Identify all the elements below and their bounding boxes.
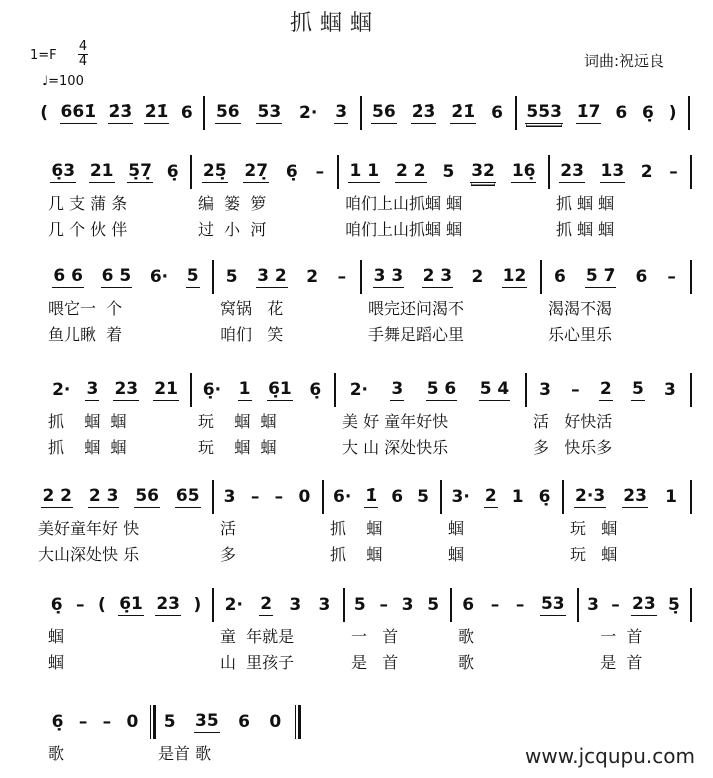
barline <box>690 155 692 189</box>
lyric-verse-2: 蝈 <box>448 545 465 564</box>
barline <box>450 588 452 622</box>
quarter-note-icon: ♩ <box>42 74 49 89</box>
note-group: – <box>571 380 580 400</box>
measure <box>154 707 291 737</box>
note-group: 2 2 <box>42 486 73 506</box>
measure <box>519 98 684 128</box>
note-group: 553 <box>526 102 562 122</box>
lyric-verse-1: 歌 <box>458 627 475 646</box>
lyric-verse-2: 歌 <box>458 653 475 672</box>
note-row <box>341 157 544 183</box>
measure <box>34 482 208 512</box>
repeat-end-barline <box>150 705 151 739</box>
note-row <box>544 262 686 288</box>
note-group: 5 7̇ <box>585 266 616 286</box>
note-group: 1̇ <box>365 486 378 506</box>
measure <box>194 157 333 187</box>
note-row <box>566 482 686 508</box>
note-row <box>44 590 208 616</box>
measure <box>194 375 330 405</box>
note-group: 2 <box>640 162 653 182</box>
note-group: 6̣· <box>202 380 222 400</box>
note-group: 6 <box>462 595 475 615</box>
note-group: 2· <box>349 380 368 400</box>
note-group: 6̇ <box>554 267 566 287</box>
barline <box>203 96 205 130</box>
lyric-verse-2: 抓 蝈 <box>330 545 383 564</box>
note-group: 5 <box>631 379 644 399</box>
note-group: – <box>274 487 284 507</box>
note-group: 32 <box>471 161 495 181</box>
note-group: 53 <box>257 102 282 122</box>
lyric-verse-1: 童 年就是 <box>220 627 295 646</box>
note-group: 3 <box>391 379 404 399</box>
barline <box>562 480 564 514</box>
note-group: 6̣ <box>285 162 298 182</box>
note-row <box>454 590 573 616</box>
note-group: – <box>490 595 500 615</box>
measure <box>216 590 339 620</box>
note-group: 2·3 <box>575 486 606 506</box>
note-group: 2 2 <box>395 161 426 181</box>
lyric-verse-2: 咱们上山抓蝈 蝈 <box>345 220 463 239</box>
note-group: 5 <box>163 712 176 732</box>
lyric-verse-2: 是 首 <box>351 653 399 672</box>
lyric-verse-2: 抓 蝈 蝈 <box>556 220 615 239</box>
note-row <box>216 262 356 288</box>
tempo-marking <box>42 74 84 89</box>
barline <box>322 480 324 514</box>
measure <box>44 707 146 737</box>
note-group: 661̇ <box>60 102 97 122</box>
note-group: ) <box>668 103 677 123</box>
note-group: ) <box>193 595 202 615</box>
note-group: 3 3 <box>373 266 404 286</box>
note-row <box>444 482 558 508</box>
note-group: 6 6 <box>53 266 83 286</box>
measure <box>207 98 356 128</box>
lyric-verse-2: 手舞足蹈心里 <box>368 325 465 344</box>
note-group: 25̣ <box>202 161 227 181</box>
note-group: 1 <box>665 487 677 507</box>
note-group: 56 <box>372 102 396 122</box>
note-group: 6· <box>149 267 169 287</box>
note-group: ( <box>40 103 49 123</box>
note-group: 6̣1 <box>119 594 143 614</box>
barline <box>690 588 692 622</box>
note-group: 6· <box>333 487 352 507</box>
barline <box>690 373 692 407</box>
measure <box>44 590 208 620</box>
note-row <box>519 98 684 124</box>
note-group: 12 <box>502 266 527 286</box>
lyric-verse-1: 是首 歌 <box>158 744 212 763</box>
note-group: 6 <box>391 487 404 507</box>
lyric-verse-1: 美 好 童年好快 <box>342 412 449 431</box>
note-group: – <box>76 595 85 615</box>
lyric-verse-1: 玩 蝈 <box>570 519 618 538</box>
note-group: 2 <box>260 594 273 614</box>
note-group: 2 3 <box>422 266 453 286</box>
measure <box>552 157 686 187</box>
measure <box>216 262 356 292</box>
note-group: 6̣1 <box>268 379 292 399</box>
note-group: 0 <box>126 712 139 732</box>
note-group: 6̣ <box>166 162 179 182</box>
measure <box>44 157 186 187</box>
note-group: 21 <box>154 379 178 399</box>
measure <box>34 98 199 128</box>
note-row <box>194 157 333 183</box>
note-row <box>216 482 318 508</box>
note-group: 56 <box>135 486 160 506</box>
barline <box>337 155 339 189</box>
note-group: 6 <box>238 712 250 732</box>
note-group: 6̣ <box>50 595 63 615</box>
measure <box>347 590 446 620</box>
lyric-verse-2: 玩 蝈 蝈 <box>198 438 277 457</box>
note-group: 23 <box>156 594 180 614</box>
note-group: 5̣ <box>668 595 680 615</box>
measure <box>216 482 318 512</box>
lyric-verse-1: 美好童年好 快 <box>38 519 140 538</box>
barline <box>212 480 214 514</box>
note-row <box>347 590 446 616</box>
note-group: – <box>515 595 525 615</box>
barline <box>690 480 692 514</box>
lyric-verse-2: 多 快乐多 <box>533 438 613 457</box>
note-row <box>34 482 208 508</box>
barline <box>548 155 550 189</box>
note-row <box>216 590 339 616</box>
lyric-verse-1: 喂完还问渴不 <box>368 299 465 318</box>
note-row <box>207 98 356 124</box>
note-group: 5 6 <box>426 379 457 399</box>
note-group: 1 <box>511 487 524 507</box>
note-row <box>44 375 186 401</box>
lyric-verse-1: 活 <box>220 519 237 538</box>
note-group: 5 <box>186 266 199 286</box>
note-group: 21 <box>89 161 114 181</box>
note-group: 2 <box>484 486 497 506</box>
note-row <box>44 262 208 288</box>
note-group: 3 <box>401 595 414 615</box>
measure <box>444 482 558 512</box>
note-group: 5 <box>353 595 366 615</box>
barline <box>360 96 362 130</box>
barline <box>212 260 214 294</box>
note-group: 6 5 <box>101 266 132 286</box>
barline <box>212 588 214 622</box>
barline <box>525 373 527 407</box>
note-group: 3 <box>587 595 599 615</box>
note-row <box>44 157 186 183</box>
lyric-verse-1: 编 篓 箩 <box>198 194 267 213</box>
note-group: – <box>669 162 678 182</box>
note-group: 3 <box>289 595 302 615</box>
lyric-verse-2: 过 小 河 <box>198 220 267 239</box>
note-group: 2· <box>52 380 71 400</box>
lyric-verse-2: 山 里孩子 <box>220 653 295 672</box>
note-row <box>364 98 511 124</box>
note-group: – <box>337 267 347 287</box>
note-group: 3 <box>539 380 551 400</box>
note-group: – <box>379 595 388 615</box>
note-group: 6 <box>491 103 503 123</box>
note-group: ( <box>97 595 106 615</box>
note-group: 3 2 <box>257 266 287 286</box>
note-group: 1 <box>238 379 251 399</box>
note-row <box>194 375 330 401</box>
note-group: 6̣ <box>642 103 654 123</box>
note-group: 2 3 <box>88 486 119 506</box>
lyric-verse-1: 窝锅 花 <box>220 299 284 318</box>
lyric-verse-1: 抓 蝈 <box>330 519 383 538</box>
watermark: www.jcqupu.com <box>525 744 695 768</box>
note-row <box>338 375 521 401</box>
note-group: 27̣ <box>244 161 269 181</box>
note-group: 3 <box>664 380 676 400</box>
note-group: 65 <box>175 486 200 506</box>
note-group: 23 <box>114 379 139 399</box>
lyric-verse-1: 一 首 <box>585 627 643 646</box>
lyric-verse-1: 渴渴不渴 <box>548 299 613 318</box>
note-group: 35 <box>195 711 219 731</box>
lyric-verse-2: 是 首 <box>585 653 643 672</box>
lyric-verse-1: 抓 蝈 蝈 <box>556 194 615 213</box>
lyric-verse-1: 玩 蝈 蝈 <box>198 412 277 431</box>
lyric-verse-2: 咱们 笑 <box>220 325 284 344</box>
lyric-verse-1: 喂它一 个 <box>48 299 123 318</box>
note-group: – <box>78 712 88 732</box>
lyric-verse-2: 鱼儿瞅 着 <box>48 325 123 344</box>
note-group: 16̣ <box>511 161 536 181</box>
note-group: 5 <box>225 267 238 287</box>
note-group: 3 <box>318 595 331 615</box>
note-group: 1̇7 <box>576 102 601 122</box>
note-group: 56 <box>215 102 240 122</box>
measure <box>44 262 208 292</box>
lyric-verse-2: 大山深处快 乐 <box>38 545 140 564</box>
measure <box>529 375 686 405</box>
measure <box>44 375 186 405</box>
lyric-verse-2: 玩 蝈 <box>570 545 618 564</box>
lyric-verse-1: 咱们上山抓蝈 蝈 <box>345 194 463 213</box>
barline <box>515 96 517 130</box>
barline <box>334 373 336 407</box>
note-group: 3 <box>335 102 348 122</box>
measure <box>341 157 544 187</box>
note-group: 5 <box>442 162 455 182</box>
note-group: 6̣3 <box>51 161 76 181</box>
lyric-verse-1: 几 支 蒲 条 <box>48 194 128 213</box>
note-group: 2· <box>299 103 318 123</box>
note-group: 23 <box>632 594 656 614</box>
note-group: – <box>667 267 676 287</box>
note-group: 3 <box>86 379 99 399</box>
note-group: 13 <box>600 161 625 181</box>
final-barline <box>295 705 296 739</box>
note-group: 2̇1̇ <box>451 102 476 122</box>
note-group: 2̇3̇ <box>108 102 133 122</box>
measure <box>454 590 573 620</box>
note-group: 6̣ <box>309 380 322 400</box>
note-group: 2̇1̇ <box>144 102 169 122</box>
barline <box>343 588 345 622</box>
lyric-verse-2: 乐心里乐 <box>548 325 613 344</box>
time-signature <box>78 40 88 69</box>
note-group: 5̣7̣ <box>128 161 152 181</box>
measure <box>544 262 686 292</box>
note-group: – <box>611 595 620 615</box>
lyric-verse-2: 大 山 深处快乐 <box>342 438 449 457</box>
note-group: – <box>315 162 325 182</box>
barline <box>190 155 192 189</box>
note-group: 3 <box>223 487 236 507</box>
measure <box>364 98 511 128</box>
time-signature-bottom: 4 <box>78 54 88 69</box>
measure <box>364 262 536 292</box>
measure <box>338 375 521 405</box>
composer-credit: 词曲:祝远良 <box>584 52 665 70</box>
note-group: 6 <box>615 103 628 123</box>
note-group: 53 <box>540 594 565 614</box>
note-row <box>364 262 536 288</box>
barline <box>360 260 362 294</box>
note-group: 2 <box>599 379 612 399</box>
barline-thick <box>298 705 301 739</box>
measure <box>566 482 686 512</box>
note-group: 5 <box>427 595 440 615</box>
barline <box>577 588 579 622</box>
measure <box>581 590 686 620</box>
note-row <box>34 98 199 124</box>
note-group: 0 <box>298 487 311 507</box>
note-group: 2· <box>224 595 243 615</box>
note-group: 2 <box>306 267 319 287</box>
note-row <box>552 157 686 183</box>
note-group: 23 <box>623 486 647 506</box>
lyric-verse-2: 几 个 伙 伴 <box>48 220 128 239</box>
note-group: 2̇3̇ <box>411 102 436 122</box>
note-group: 5 4 <box>479 379 510 399</box>
time-signature-top: 4 <box>78 39 88 54</box>
note-row <box>44 707 146 733</box>
key-signature: 1=F <box>30 48 57 63</box>
note-group: 6̣ <box>51 712 64 732</box>
note-row <box>326 482 436 508</box>
barline <box>540 260 542 294</box>
note-group: – <box>102 712 112 732</box>
note-row <box>154 707 291 733</box>
barline <box>688 96 690 130</box>
note-group: 6 <box>635 267 648 287</box>
tempo-value: =100 <box>48 74 84 89</box>
note-group: 6̣ <box>538 487 551 507</box>
lyric-verse-1: 活 好快活 <box>533 412 613 431</box>
note-group: 1 1 <box>349 161 380 181</box>
note-group: 2 <box>471 267 484 287</box>
barline <box>440 480 442 514</box>
lyric-verse-1: 蝈 <box>448 519 465 538</box>
lyric-verse-1: 抓 蝈 蝈 <box>48 412 127 431</box>
note-group: 5 <box>417 487 429 507</box>
lyric-verse-1: 蝈 <box>48 627 65 646</box>
note-group: 6 <box>180 103 193 123</box>
song-title: 抓蝈蝈 <box>290 11 381 36</box>
measure <box>326 482 436 512</box>
note-row <box>581 590 686 616</box>
note-group: 0 <box>269 712 282 732</box>
lyric-verse-2: 多 <box>220 545 237 564</box>
note-group: – <box>250 487 260 507</box>
barline <box>190 373 192 407</box>
lyric-verse-2: 蝈 <box>48 653 65 672</box>
lyric-verse-2: 抓 蝈 蝈 <box>48 438 127 457</box>
note-group: 23 <box>560 161 584 181</box>
note-row <box>529 375 686 401</box>
lyric-verse-1: 歌 <box>48 744 65 763</box>
note-group: 3· <box>451 487 470 507</box>
lyric-verse-1: 一 首 <box>351 627 399 646</box>
barline <box>690 260 692 294</box>
